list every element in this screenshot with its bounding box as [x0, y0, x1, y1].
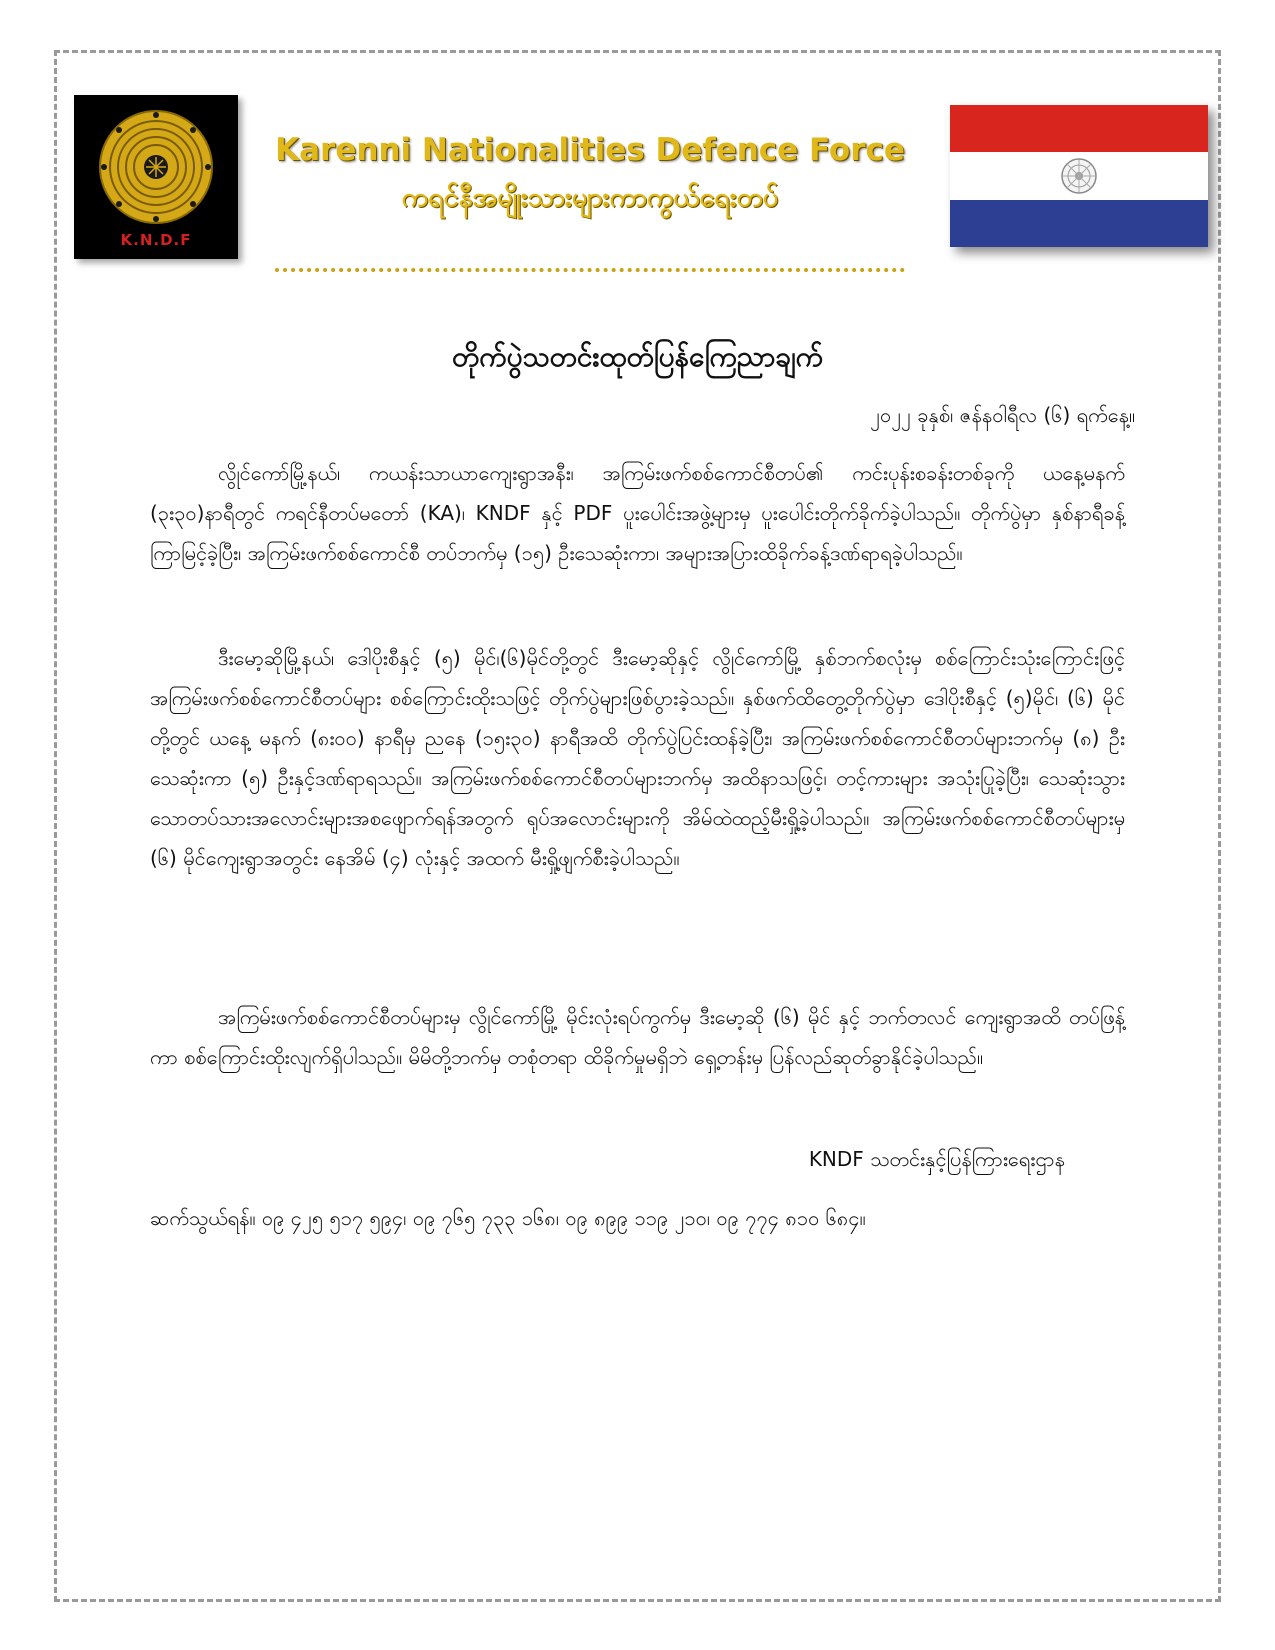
logo-caption: K.N.D.F: [120, 231, 192, 249]
document-date: ၂၀၂၂ ခုနှစ်၊ ဇန်နဝါရီလ (၆) ရက်နေ့။: [870, 403, 1135, 427]
flag-blue-stripe: [950, 200, 1208, 247]
kndf-logo: [74, 95, 238, 259]
flag-red-stripe: [950, 105, 1208, 152]
contact-numbers: ဆက်သွယ်ရန်။ ၀၉ ၄၂၅ ၅၁၇ ၅၉၄၊ ၀၉ ၇၆၅ ၇၃၃ ၁၆၈၊ ၀၉ ၈၉၉ ၁၁၉ ၂၁၀၊ ၀၉ ၇၇၄ ၈၁၀ ၆၈၄။: [150, 1206, 866, 1230]
org-name-myanmar: ကရင်နီအမျိုးသားများကာကွယ်ရေးတပ်: [401, 182, 779, 213]
paragraph-3: အကြမ်းဖက်စစ်ကောင်စီတပ်များမှ လွိုင်ကော်မြို့ မိုင်းလုံးရပ်ကွက်မှ ဒီးမော့ဆို (၆) မိုင် နှင့် ဘက်တလင် ကျေးရွာအထိ တပ်ဖြန့်ကာ စစ်ကြောင်းထိုးလျက်ရှိပါသည်။ မိမိတို့ဘက်မှ တစုံတရာ ထိခိုက်မှုမရှိဘဲ ရှေ့တန်းမှ ပြန်လည်ဆုတ်ခွာနိုင်ခဲ့ပါသည်။: [150, 1005, 1125, 1069]
paragraph-2: ဒီးမော့ဆိုမြို့နယ်၊ ဒေါပိုးစီနှင့် (၅) မိုင်၊(၆)မိုင်တို့တွင် ဒီးမော့ဆိုနှင့် လွိုင်ကော်မြို့ နှစ်ဘက်စလုံးမှ စစ်ကြောင်းသုံးကြောင်းဖြင့် အကြမ်းဖက်စစ်ကောင်စီတပ်များ စစ်ကြောင်းထိုးသဖြင့် တိုက်ပွဲများဖြစ်ပွားခဲ့သည်။ နှစ်ဖက်ထိတွေ့တိုက်ပွဲမှာ ဒေါပိုးစီနှင့် (၅)မိုင်၊ (၆) မိုင်တို့တွင် ယနေ့ မနက် (၈း၀၀) နာရီမှ ညနေ (၁၅း၃၀) နာရီအထိ တိုက်ပွဲပြင်းထန်ခဲ့ပြီး၊ အကြမ်းဖက်စစ်ကောင်စီတပ်များဘက်မှ (၈) ဦးသေဆုံးကာ (၅) ဦးနှင့်ဒဏ်ရာရသည်။ အကြမ်းဖက်စစ်ကောင်စီတပ်များဘက်မှ အထိနာသဖြင့်၊ တင့်ကားများ အသုံးပြုခဲ့ပြီး၊ သေဆုံးသွားသောတပ်သားအလောင်းများအစဖျောက်ရန်အတွက် ရုပ်အလောင်းများကို အိမ်ထဲထည့်မီးရှို့ခဲ့ပါသည်။ အကြမ်းဖက်စစ်ကောင်စီတပ်များမှ (၆) မိုင်ကျေးရွာအတွင်း နေအိမ် (၄) လုံးနှင့် အထက် မီးရှို့ဖျက်စီးခဲ့ပါသည်။: [150, 646, 1125, 870]
signature-department: KNDF သတင်းနှင့်ပြန်ကြားရေးဌာန: [808, 1147, 1065, 1171]
paragraph-1: လွိုင်ကော်မြို့နယ်၊ ကယန်းသာယာကျေးရွာအနီး၊ အကြမ်းဖက်စစ်ကောင်စီတပ်၏ ကင်းပုန်းစခန်းတစ်ခုကို ယနေ့မနက် (၃း၃၀)နာရီတွင် ကရင်နီတပ်မတော် (KA)၊ KNDF နှင့် PDF ပူးပေါင်းအဖွဲ့များမှ ပူးပေါင်းတိုက်ခိုက်ခဲ့ပါသည်။ တိုက်ပွဲမှာ နှစ်နာရီခန့်ကြာမြင့်ခဲ့ပြီး၊ အကြမ်းဖက်စစ်ကောင်စီ တပ်ဘက်မှ (၁၅) ဦးသေဆုံးကာ၊ အများအပြားထိခိုက်ခန့်ဒဏ်ရာရခဲ့ပါသည်။: [150, 461, 1125, 565]
header-divider: [275, 268, 905, 276]
flag-white-stripe: [950, 152, 1208, 199]
org-name-english: Karenni Nationalities Defence Force: [275, 132, 905, 168]
document-title: တိုက်ပွဲသတင်းထုတ်ပြန်ကြေညာချက်: [451, 340, 824, 373]
karenni-flag: [950, 105, 1208, 247]
drum-emblem-icon: [1059, 156, 1099, 196]
